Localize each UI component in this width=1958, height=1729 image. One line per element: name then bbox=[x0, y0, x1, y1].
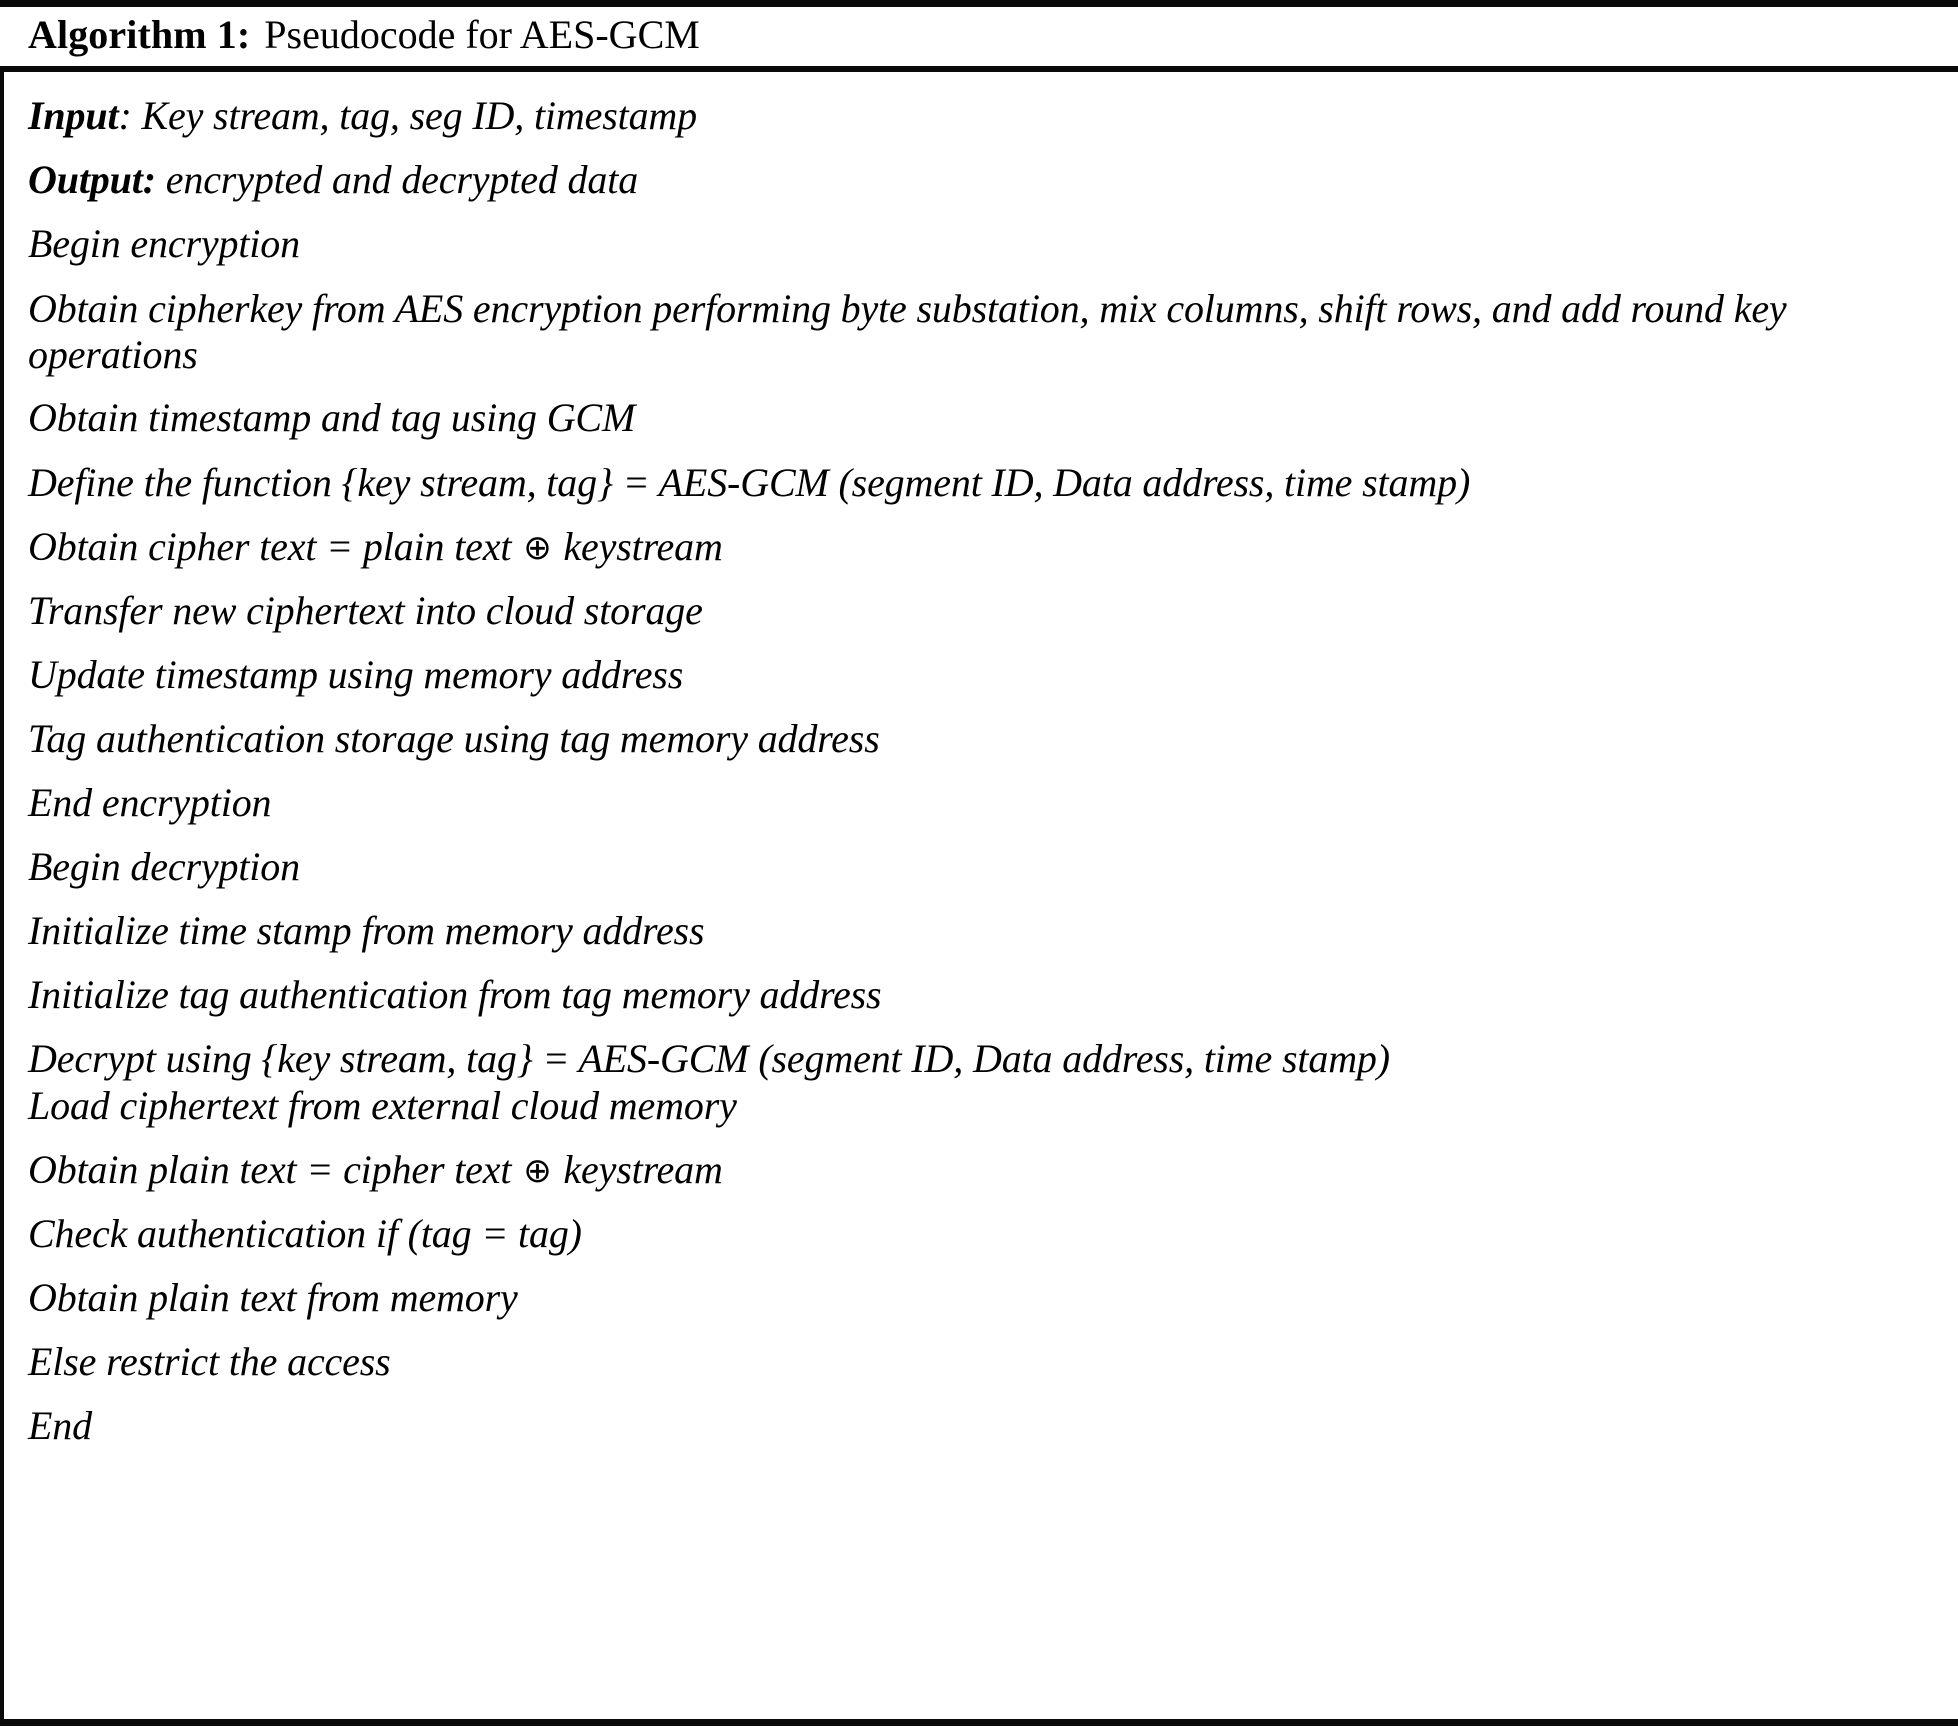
step-check-authentication: Check authentication if (tag = tag) bbox=[28, 1211, 582, 1257]
step-begin-decryption: Begin decryption bbox=[28, 844, 300, 890]
algorithm-caption bbox=[28, 2, 700, 66]
plain-text-prefix: Obtain plain text = cipher text bbox=[28, 1147, 522, 1193]
algorithm-caption-label: Algorithm 1: bbox=[28, 11, 251, 57]
step-obtain-cipher-text bbox=[28, 525, 1928, 569]
step-tag-authentication-storage: Tag authentication storage using tag memory address bbox=[28, 715, 880, 761]
algorithm-body bbox=[28, 72, 1928, 1469]
step-define-function: Define the function {key stream, tag} = AES-GCM (segment ID, Data address, time stamp) bbox=[28, 459, 1471, 505]
xor-icon: ⊕ bbox=[523, 1151, 552, 1192]
step-update-timestamp: Update timestamp using memory address bbox=[28, 651, 684, 697]
step-end: End bbox=[28, 1403, 92, 1449]
step-obtain-plain-text-xor bbox=[28, 1148, 1928, 1192]
output-label: Output: bbox=[28, 157, 156, 203]
step-obtain-timestamp-tag: Obtain timestamp and tag using GCM bbox=[28, 395, 636, 441]
cipher-text-suffix: keystream bbox=[553, 523, 723, 569]
step-else-restrict-access: Else restrict the access bbox=[28, 1339, 391, 1385]
bottom-rule bbox=[0, 1719, 1958, 1726]
step-begin-encryption: Begin encryption bbox=[28, 221, 300, 267]
input-line bbox=[28, 94, 1928, 138]
algorithm-caption-title: Pseudocode for AES-GCM bbox=[264, 11, 700, 57]
step-initialize-time-stamp: Initialize time stamp from memory address bbox=[28, 908, 705, 954]
step-decrypt-using: Decrypt using {key stream, tag} = AES-GCM (segment ID, Data address, time stamp) bbox=[28, 1036, 1390, 1082]
step-obtain-plain-text-memory: Obtain plain text from memory bbox=[28, 1275, 518, 1321]
output-line bbox=[28, 158, 1928, 202]
step-transfer-ciphertext: Transfer new ciphertext into cloud storage bbox=[28, 587, 703, 633]
step-end-encryption: End encryption bbox=[28, 780, 272, 826]
input-text: : Key stream, tag, seg ID, timestamp bbox=[118, 93, 698, 138]
plain-text-suffix: keystream bbox=[553, 1147, 723, 1193]
cipher-text-prefix: Obtain cipher text = plain text bbox=[28, 523, 522, 569]
step-initialize-tag-authentication: Initialize tag authentication from tag memory address bbox=[28, 972, 882, 1018]
output-text: encrypted and decrypted data bbox=[155, 157, 639, 203]
step-obtain-cipherkey: Obtain cipherkey from AES encryption performing byte substation, mix columns, shift rows, and add round key operations bbox=[28, 286, 1787, 377]
step-load-ciphertext: Load ciphertext from external cloud memory bbox=[28, 1083, 737, 1128]
xor-icon: ⊕ bbox=[523, 527, 552, 568]
left-vertical-rule bbox=[0, 72, 4, 1719]
input-label: Input bbox=[28, 93, 119, 138]
